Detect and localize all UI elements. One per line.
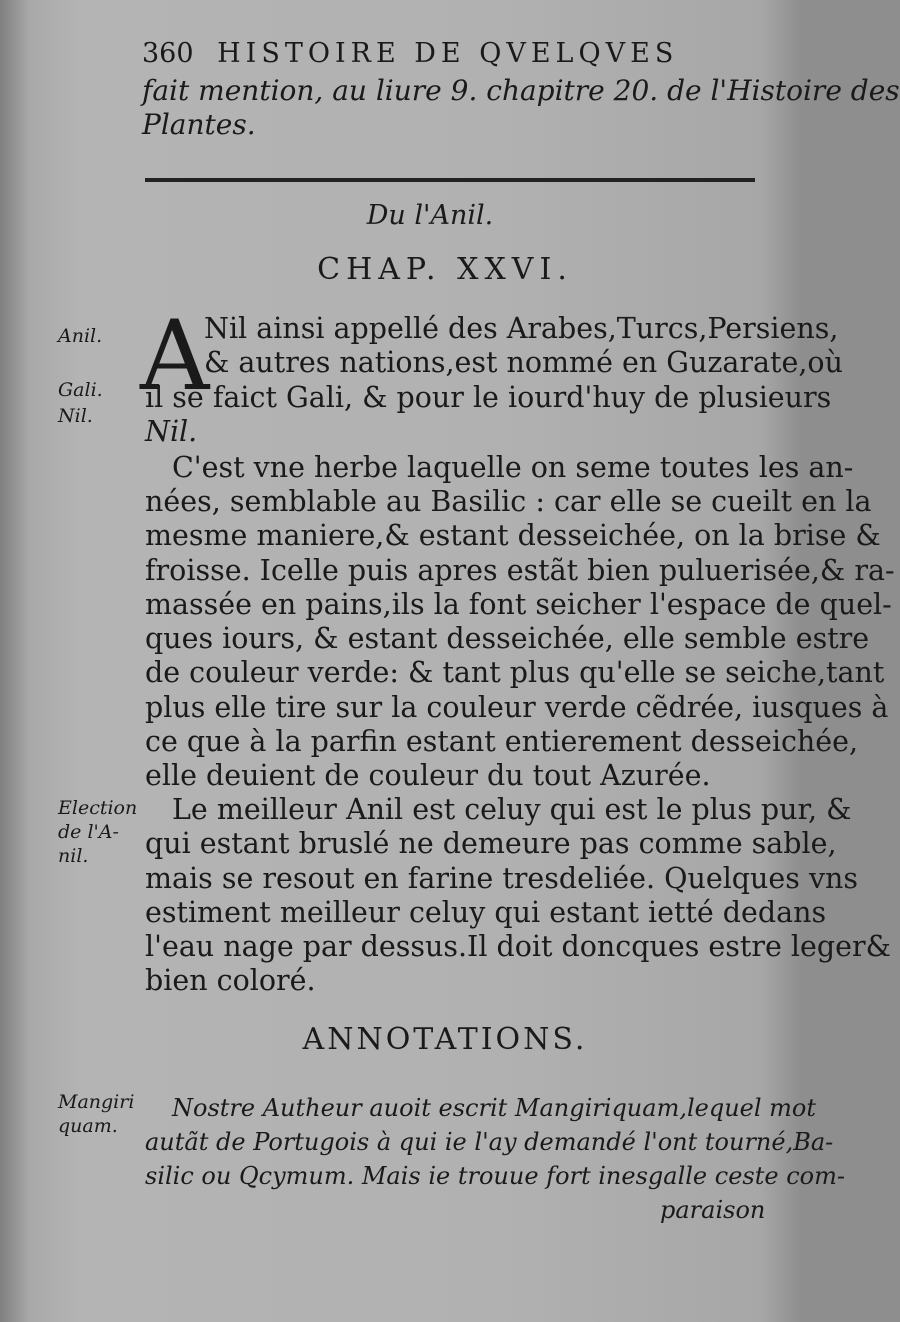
annotations-heading: ANNOTATIONS. <box>302 1022 588 1057</box>
text-line: massée en pains,ils la font seicher l'espace de quel- <box>145 588 892 621</box>
text-line: bien coloré. <box>145 964 316 997</box>
margin-note-anil: Anil. <box>58 325 103 347</box>
text-line: Le meilleur Anil est celuy qui est le plus pur, & <box>172 793 852 826</box>
annotation-line: Nostre Autheur auoit escrit Mangiriquam,lequel mot <box>172 1094 817 1122</box>
text-line: de couleur verde: & tant plus qu'elle se seiche,tant <box>145 656 885 689</box>
text-line: nées, semblable au Basilic : car elle se cueilt en la <box>145 485 872 518</box>
text-line: mesme maniere,& estant desseichée, on la brise & <box>145 519 881 552</box>
page-number: 360 <box>142 38 194 69</box>
annotation-line: silic ou Qcymum. Mais ie trouue fort inesgalle ceste com- <box>145 1162 845 1190</box>
text-line: mais se resout en farine tresdeliée. Quelques vns <box>145 862 859 895</box>
text-line: Nil ainsi appellé des Arabes,Turcs,Persiens, <box>204 312 839 345</box>
text-line: estiment meilleur celuy qui estant ietté dedans <box>145 896 827 929</box>
margin-note-mangiri: Mangiri quam. <box>58 1091 135 1137</box>
margin-note-nil: Nil. <box>58 405 93 427</box>
text-line: ques iours, & estant desseichée, elle semble estre <box>145 622 870 655</box>
annotation-line: autãt de Portugois à qui ie l'ay demandé l'ont tourné,Ba- <box>145 1128 834 1156</box>
text-line: plus elle tire sur la couleur verde cẽdrée, iusques à <box>145 691 889 724</box>
text-line: il se faict Gali, & pour le iourd'huy de plusieurs <box>145 381 832 414</box>
text-line: l'eau nage par dessus.Il doit doncques estre leger& <box>145 930 891 963</box>
text-line: C'est vne herbe laquelle on seme toutes les an- <box>172 451 854 484</box>
catchword: paraison <box>660 1196 766 1224</box>
text-line: elle deuient de couleur du tout Azurée. <box>145 759 711 792</box>
text-line: & autres nations,est nommé en Guzarate,où <box>204 346 843 379</box>
chapter-title: CHAP. XXVI. <box>317 252 573 287</box>
text-line: fait mention, au liure 9. chapitre 20. de l'Histoire des <box>142 74 900 107</box>
text-line: ce que à la parfin estant entierement desseichée, <box>145 725 859 758</box>
chapter-subtitle: Du l'Anil. <box>366 200 494 231</box>
text-line: Nil. <box>145 415 198 448</box>
drop-capital: A <box>140 300 210 412</box>
text-line: qui estant bruslé ne demeure pas comme sable, <box>145 827 837 860</box>
text-line: froisse. Icelle puis apres estãt bien puluerisée,& ra- <box>145 554 895 587</box>
running-header <box>142 38 678 69</box>
margin-note-gali: Gali. <box>58 379 103 401</box>
running-title: HISTOIRE DE QVELQVES <box>217 38 679 69</box>
margin-note-election: Election de l'A- nil. <box>58 797 138 867</box>
ornamental-rule <box>145 178 755 182</box>
text-line: Plantes. <box>142 108 256 141</box>
